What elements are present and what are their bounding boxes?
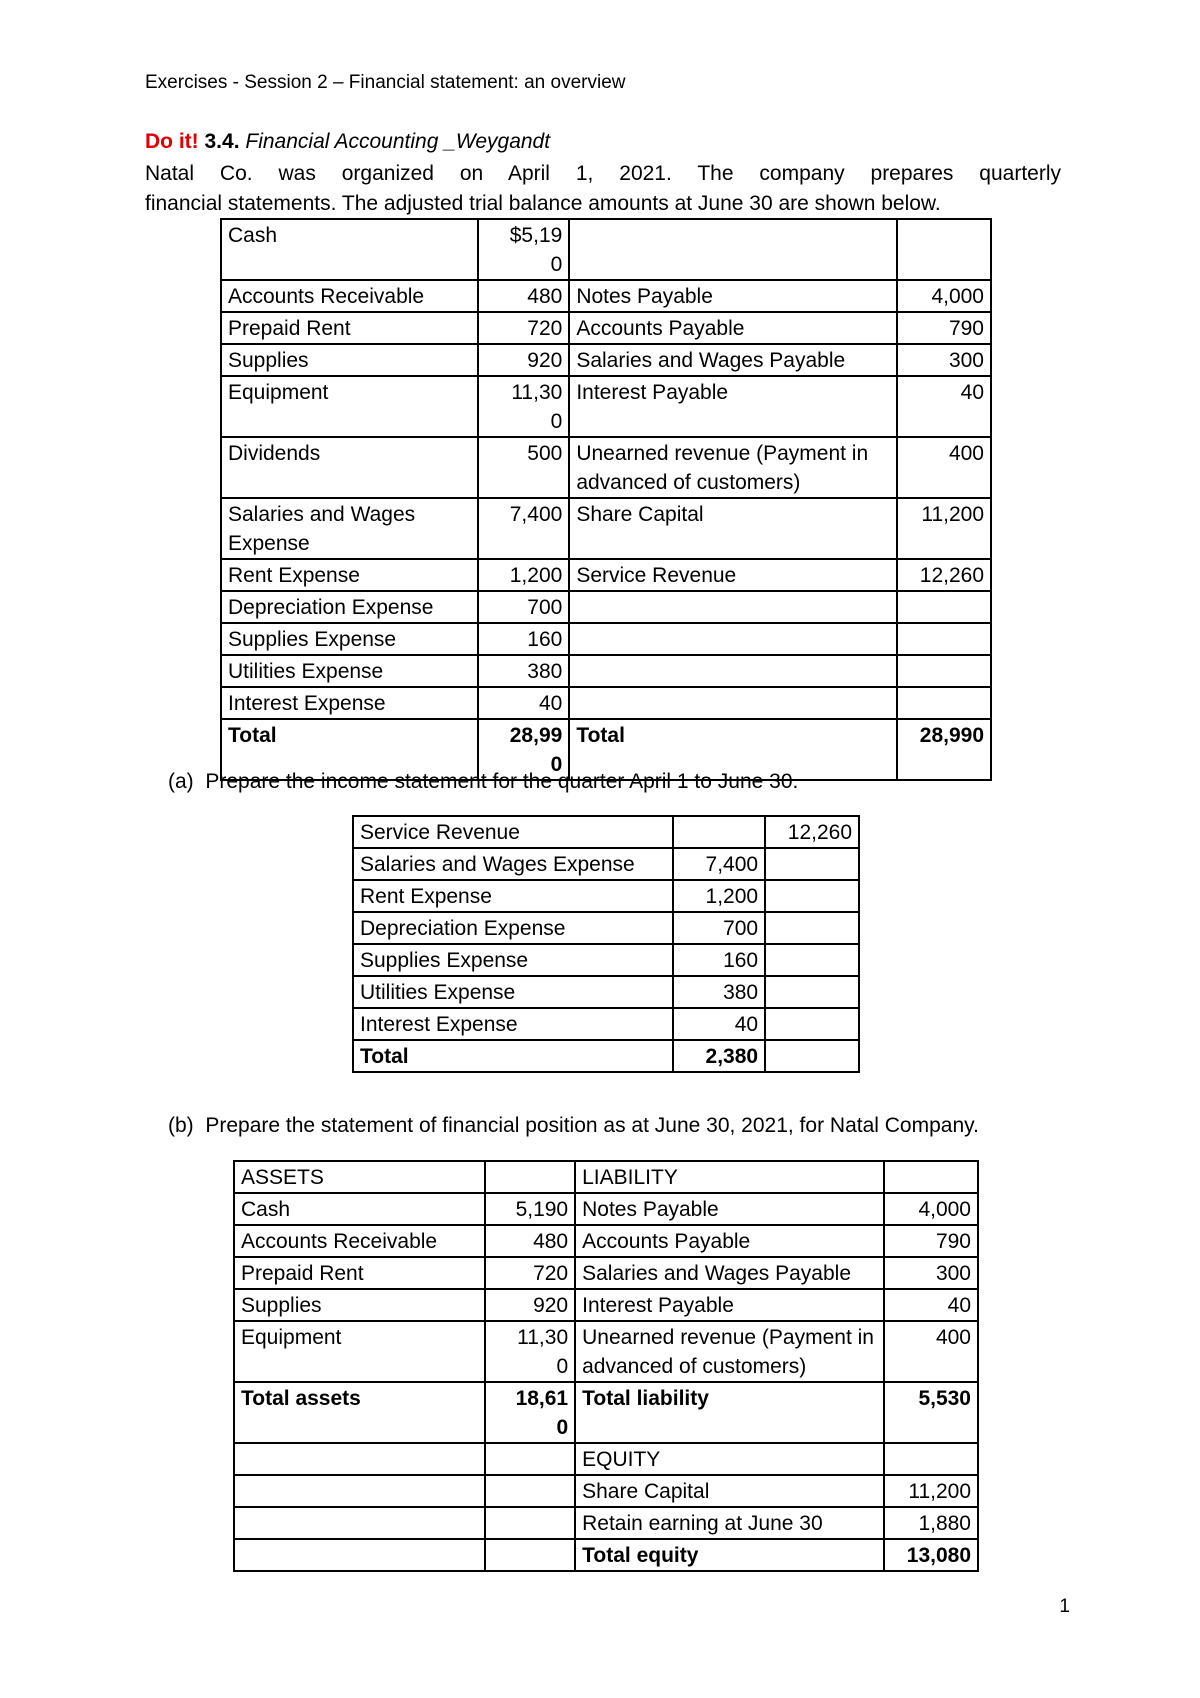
question-a — [168, 770, 798, 794]
table-row — [353, 816, 859, 848]
question-b — [168, 1114, 979, 1138]
intro-line-2: financial statements. The adjusted trial balance amounts at June 30 are shown below. — [145, 192, 941, 215]
table-cell — [485, 1475, 575, 1507]
table-cell: 380 — [673, 976, 765, 1008]
exercise-number: 3.4. — [204, 130, 240, 153]
table-cell — [569, 655, 897, 687]
table-cell: ASSETS — [234, 1161, 485, 1193]
table-row — [221, 591, 991, 623]
do-it-label: Do it! — [145, 130, 199, 153]
table-cell: 5,190 — [485, 1193, 575, 1225]
table-cell: Accounts Payable — [575, 1225, 884, 1257]
table-cell — [485, 1539, 575, 1571]
table-cell: Retain earning at June 30 — [575, 1507, 884, 1539]
table-row — [221, 437, 991, 498]
table-cell: 160 — [478, 623, 570, 655]
table-row — [234, 1539, 978, 1571]
table-cell: 720 — [478, 312, 570, 344]
table-row — [234, 1443, 978, 1475]
question-b-label: (b) — [168, 1114, 194, 1137]
question-a-label: (a) — [168, 770, 194, 793]
table-cell: Salaries and Wages Expense — [221, 498, 478, 559]
table-cell: Prepaid Rent — [234, 1257, 485, 1289]
table-cell — [884, 1443, 978, 1475]
table-cell — [765, 976, 859, 1008]
table-cell — [884, 1161, 978, 1193]
table-cell — [234, 1539, 485, 1571]
table-row — [353, 880, 859, 912]
intro-line-1: Natal Co. was organized on April 1, 2021. The company prepares quarterly — [145, 162, 1061, 185]
table-cell: LIABILITY — [575, 1161, 884, 1193]
trial-balance-body — [221, 219, 991, 780]
table-cell: 790 — [884, 1225, 978, 1257]
table-cell: 920 — [485, 1289, 575, 1321]
table-cell: 700 — [673, 912, 765, 944]
table-cell: 500 — [478, 437, 570, 498]
financial-position-table — [233, 1160, 979, 1572]
table-cell — [765, 880, 859, 912]
table-cell: Total — [353, 1040, 673, 1072]
table-cell: 11,200 — [897, 498, 991, 559]
table-row — [234, 1193, 978, 1225]
table-cell: Rent Expense — [353, 880, 673, 912]
table-cell: Notes Payable — [575, 1193, 884, 1225]
table-row — [221, 655, 991, 687]
table-cell: Utilities Expense — [353, 976, 673, 1008]
question-b-text: Prepare the statement of financial position as at June 30, 2021, for Natal Company. — [205, 1114, 979, 1137]
table-cell: 12,260 — [765, 816, 859, 848]
table-cell: Supplies Expense — [221, 623, 478, 655]
table-cell: Total — [569, 719, 897, 780]
table-cell — [765, 912, 859, 944]
table-row — [221, 498, 991, 559]
table-cell: Salaries and Wages Payable — [569, 344, 897, 376]
table-cell: Interest Expense — [221, 687, 478, 719]
table-cell: Equipment — [234, 1321, 485, 1382]
table-cell: 7,400 — [478, 498, 570, 559]
table-cell: Notes Payable — [569, 280, 897, 312]
table-cell — [897, 591, 991, 623]
page-number: 1 — [1059, 1596, 1070, 1617]
page-header: Exercises - Session 2 – Financial statement: an overview — [145, 72, 626, 93]
table-row — [234, 1475, 978, 1507]
table-cell: Total liability — [575, 1382, 884, 1443]
table-cell: Service Revenue — [569, 559, 897, 591]
table-cell — [569, 687, 897, 719]
table-cell: 720 — [485, 1257, 575, 1289]
table-cell: EQUITY — [575, 1443, 884, 1475]
table-cell: Share Capital — [575, 1475, 884, 1507]
table-row — [353, 976, 859, 1008]
table-cell: 380 — [478, 655, 570, 687]
financial-position-body — [234, 1161, 978, 1571]
table-cell: Rent Expense — [221, 559, 478, 591]
table-cell: Depreciation Expense — [353, 912, 673, 944]
table-cell: 480 — [478, 280, 570, 312]
table-cell: Accounts Receivable — [234, 1225, 485, 1257]
table-cell — [897, 655, 991, 687]
table-cell: 4,000 — [897, 280, 991, 312]
table-cell: Unearned revenue (Payment in advanced of customers) — [575, 1321, 884, 1382]
table-cell: Salaries and Wages Payable — [575, 1257, 884, 1289]
intro-paragraph — [145, 159, 1061, 219]
table-row — [234, 1161, 978, 1193]
table-cell: Total assets — [234, 1382, 485, 1443]
table-cell: 13,080 — [884, 1539, 978, 1571]
table-cell: Equipment — [221, 376, 478, 437]
table-cell: Total — [221, 719, 478, 780]
table-cell: Share Capital — [569, 498, 897, 559]
table-cell: 28,990 — [897, 719, 991, 780]
table-cell — [234, 1443, 485, 1475]
table-row — [353, 1008, 859, 1040]
table-cell: 920 — [478, 344, 570, 376]
table-row — [234, 1289, 978, 1321]
table-cell — [485, 1443, 575, 1475]
table-row — [234, 1382, 978, 1443]
exercise-title — [145, 130, 550, 154]
table-row — [353, 848, 859, 880]
table-row — [234, 1257, 978, 1289]
table-cell: 300 — [897, 344, 991, 376]
table-row — [221, 219, 991, 280]
table-row — [221, 376, 991, 437]
table-cell — [897, 219, 991, 280]
income-statement-body — [353, 816, 859, 1072]
table-row — [221, 280, 991, 312]
table-cell: Service Revenue — [353, 816, 673, 848]
table-cell: 5,530 — [884, 1382, 978, 1443]
table-cell: Unearned revenue (Payment in advanced of customers) — [569, 437, 897, 498]
table-cell: 40 — [478, 687, 570, 719]
table-cell — [765, 944, 859, 976]
table-cell: Interest Payable — [569, 376, 897, 437]
question-a-text: Prepare the income statement for the quarter April 1 to June 30. — [205, 770, 799, 793]
table-cell — [765, 1008, 859, 1040]
table-cell — [673, 816, 765, 848]
table-cell: 400 — [884, 1321, 978, 1382]
table-cell: Supplies Expense — [353, 944, 673, 976]
table-cell: Depreciation Expense — [221, 591, 478, 623]
table-cell: Interest Expense — [353, 1008, 673, 1040]
table-cell — [765, 1040, 859, 1072]
table-cell: Salaries and Wages Expense — [353, 848, 673, 880]
table-cell — [897, 623, 991, 655]
table-cell: 28,99 0 — [478, 719, 570, 780]
table-row — [221, 623, 991, 655]
table-row — [234, 1225, 978, 1257]
table-row — [221, 687, 991, 719]
table-cell: Prepaid Rent — [221, 312, 478, 344]
table-cell: 12,260 — [897, 559, 991, 591]
table-cell: Dividends — [221, 437, 478, 498]
table-cell: Total equity — [575, 1539, 884, 1571]
table-cell: 1,200 — [673, 880, 765, 912]
table-cell: 4,000 — [884, 1193, 978, 1225]
table-cell: 11,30 0 — [485, 1321, 575, 1382]
table-cell: 700 — [478, 591, 570, 623]
table-cell: Interest Payable — [575, 1289, 884, 1321]
table-cell: 18,61 0 — [485, 1382, 575, 1443]
table-cell: 2,380 — [673, 1040, 765, 1072]
table-cell: Accounts Payable — [569, 312, 897, 344]
income-statement-table — [352, 815, 860, 1073]
table-cell: 40 — [884, 1289, 978, 1321]
table-row — [353, 1040, 859, 1072]
table-cell — [765, 848, 859, 880]
table-cell — [897, 687, 991, 719]
table-cell: 11,200 — [884, 1475, 978, 1507]
table-cell: 1,880 — [884, 1507, 978, 1539]
table-cell: 40 — [897, 376, 991, 437]
table-cell: 40 — [673, 1008, 765, 1040]
table-cell — [234, 1475, 485, 1507]
table-cell: $5,19 0 — [478, 219, 570, 280]
table-cell: Supplies — [221, 344, 478, 376]
table-cell: 1,200 — [478, 559, 570, 591]
table-cell: 160 — [673, 944, 765, 976]
table-row — [234, 1507, 978, 1539]
table-cell: Supplies — [234, 1289, 485, 1321]
table-row — [353, 912, 859, 944]
table-row — [221, 344, 991, 376]
table-cell — [569, 219, 897, 280]
table-cell — [234, 1507, 485, 1539]
table-cell: Cash — [234, 1193, 485, 1225]
table-cell: Utilities Expense — [221, 655, 478, 687]
table-row — [221, 559, 991, 591]
table-cell: 480 — [485, 1225, 575, 1257]
table-cell: 7,400 — [673, 848, 765, 880]
book-title: Financial Accounting _Weygandt — [245, 130, 551, 153]
table-row — [353, 944, 859, 976]
trial-balance-table — [220, 218, 992, 781]
table-cell — [485, 1507, 575, 1539]
table-cell — [485, 1161, 575, 1193]
table-row — [221, 312, 991, 344]
table-cell — [569, 623, 897, 655]
table-cell: 300 — [884, 1257, 978, 1289]
table-cell: 790 — [897, 312, 991, 344]
table-cell: Cash — [221, 219, 478, 280]
table-cell: 11,30 0 — [478, 376, 570, 437]
table-cell: Accounts Receivable — [221, 280, 478, 312]
table-row — [234, 1321, 978, 1382]
table-cell — [569, 591, 897, 623]
table-cell: 400 — [897, 437, 991, 498]
